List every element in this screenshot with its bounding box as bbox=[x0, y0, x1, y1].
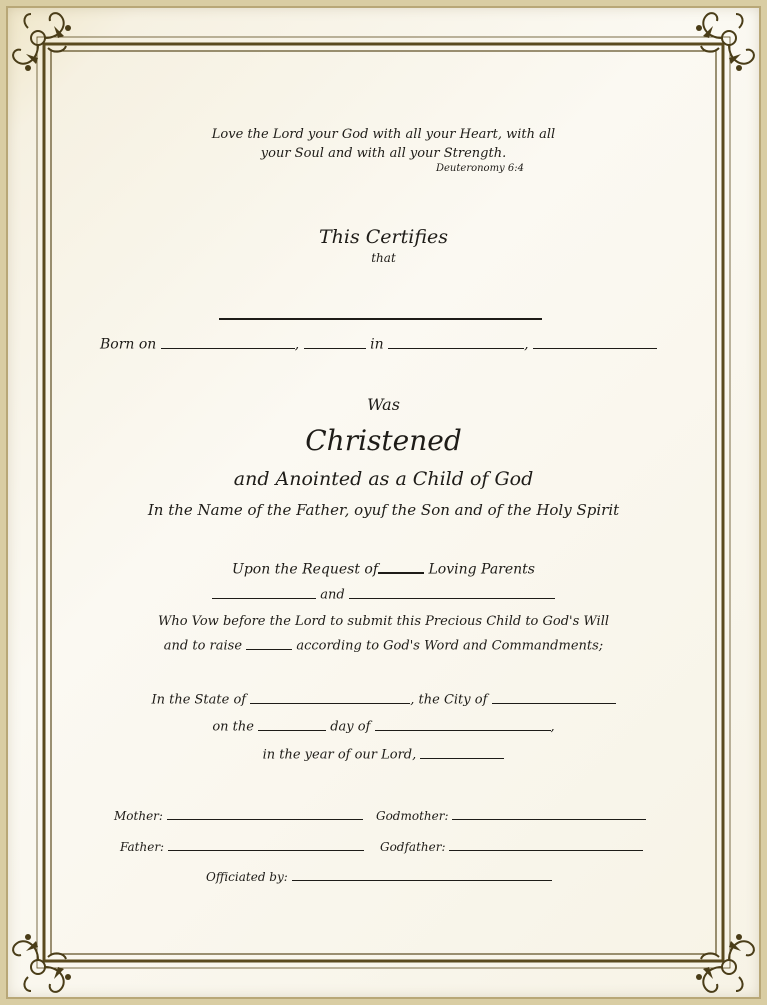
godfather-label: Godfather: bbox=[380, 839, 446, 854]
day-blank bbox=[258, 718, 326, 731]
verse-line-2: your Soul and with all your Strength. bbox=[260, 146, 507, 161]
month-blank bbox=[375, 718, 551, 731]
verse-line-1: Love the Lord your God with all your Heart, with all bbox=[211, 127, 556, 142]
day-of-label: day of bbox=[330, 719, 371, 735]
mother-blank bbox=[167, 808, 363, 820]
parents-label: Loving Parents bbox=[428, 561, 535, 578]
city-blank bbox=[492, 691, 616, 704]
vow-line: Who Vow before the Lord to submit this Precious Child to God's Will bbox=[157, 614, 610, 629]
mother-row bbox=[114, 808, 363, 823]
was-label: Was bbox=[367, 395, 400, 414]
godfather-row bbox=[380, 839, 643, 854]
birth-state-blank bbox=[533, 335, 657, 349]
mother-label: Mother: bbox=[114, 808, 163, 823]
born-on-row: Born on , in , bbox=[100, 335, 657, 353]
raise-prefix: and to raise bbox=[163, 638, 243, 654]
birth-city-blank bbox=[388, 335, 524, 349]
born-in-label: in bbox=[370, 336, 384, 353]
raise-row bbox=[6, 637, 761, 654]
state-city-row: In the State of , the City of bbox=[6, 691, 761, 708]
request-label: Upon the Request of bbox=[232, 561, 379, 578]
godmother-blank bbox=[452, 808, 646, 820]
year-label: in the year of our Lord, bbox=[262, 747, 417, 763]
raise-blank bbox=[246, 637, 292, 650]
and-label: and bbox=[320, 587, 345, 603]
godfather-blank bbox=[449, 839, 643, 851]
request-row bbox=[6, 559, 761, 578]
trinity-line: In the Name of the Father, oyuf the Son and of the Holy Spirit bbox=[147, 501, 620, 519]
officiated-blank bbox=[292, 869, 552, 881]
officiated-label: Officiated by: bbox=[206, 869, 288, 884]
on-the-label: on the bbox=[212, 719, 254, 735]
request-blank bbox=[378, 559, 424, 574]
godmother-row bbox=[376, 808, 646, 823]
birth-date-blank bbox=[161, 335, 295, 349]
state-label: In the State of bbox=[151, 692, 247, 708]
parent-two-blank bbox=[349, 586, 555, 599]
child-name-line bbox=[219, 318, 542, 320]
day-row: on the day of , bbox=[212, 719, 555, 735]
year-blank bbox=[420, 746, 504, 759]
state-blank bbox=[250, 691, 410, 704]
raise-suffix: according to God's Word and Commandments; bbox=[296, 638, 604, 654]
parent-one-blank bbox=[212, 586, 316, 599]
father-blank bbox=[168, 839, 364, 851]
city-label: the City of bbox=[418, 692, 488, 708]
godmother-label: Godmother: bbox=[376, 808, 449, 823]
father-label: Father: bbox=[120, 839, 165, 854]
officiated-row bbox=[206, 869, 552, 884]
father-row bbox=[120, 839, 364, 854]
certifies-that: that bbox=[371, 251, 396, 265]
birth-year-blank bbox=[304, 335, 366, 349]
anointed-subtitle: and Anointed as a Child of God bbox=[233, 468, 534, 490]
certifies-title: This Certifies bbox=[318, 226, 449, 248]
certificate-body bbox=[6, 6, 761, 999]
year-row bbox=[6, 746, 761, 763]
born-on-label: Born on bbox=[100, 336, 157, 353]
verse-reference: Deuteronomy 6:4 bbox=[436, 163, 524, 174]
parents-names-row bbox=[6, 586, 761, 603]
christened-headline: Christened bbox=[305, 424, 462, 457]
